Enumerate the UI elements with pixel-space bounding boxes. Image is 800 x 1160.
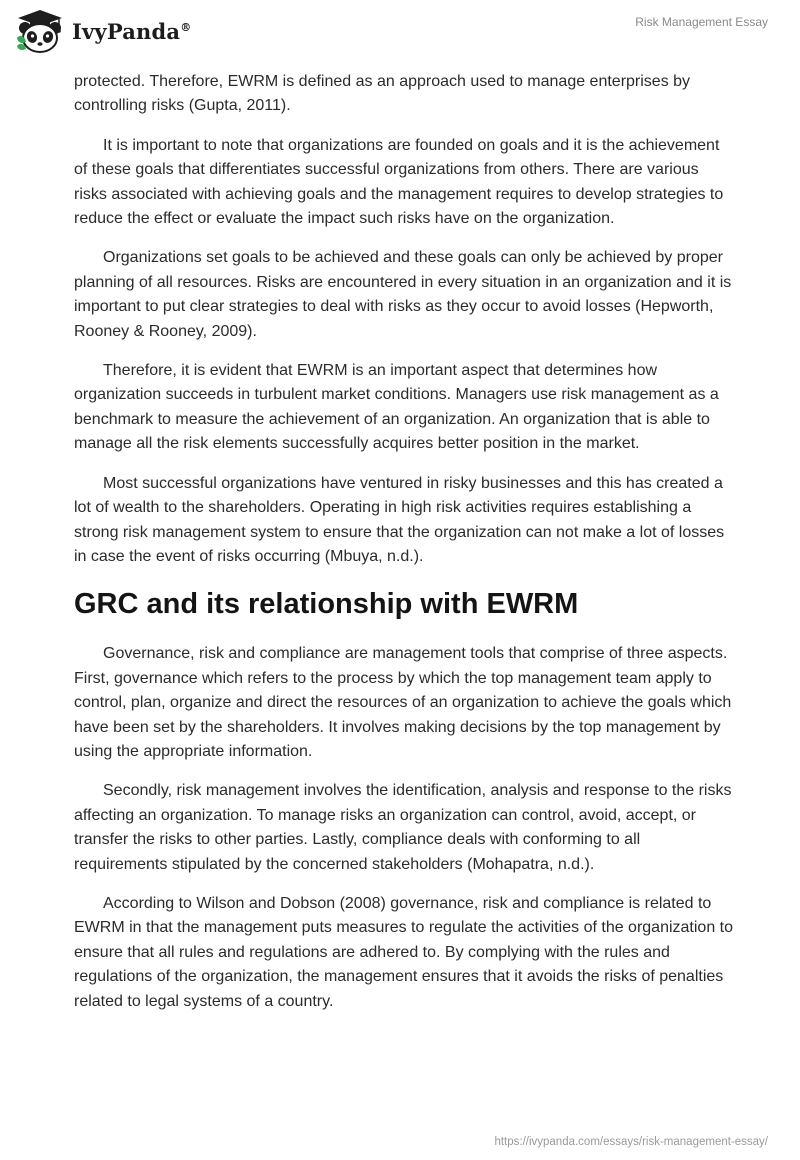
paragraph: It is important to note that organizations are founded on goals and it is the achievement of these goals that differentiates successful organizations from others. There are various risks associated with achieving goals and the management requires to develop strategies to reduce the effect or evaluate the impact such risks have on the organization.	[74, 136, 724, 228]
paragraph: Therefore, it is evident that EWRM is an important aspect that determines how organization succeeds in turbulent market conditions. Managers use risk management as a benchmark to measure the achievement of an organization. An organization that is able to manage all the risk elements successfully acquires better position in the market.	[74, 362, 719, 453]
section-heading: GRC and its relationship with EWRM	[74, 588, 579, 621]
paragraph: Organizations set goals to be achieved and these goals can only be achieved by proper planning of all resources. Risks are encountered in every situation in an organization and it is important to put clear strategies to deal with risks as they occur to avoid losses (Hepworth, Rooney & Rooney, 2009).	[74, 249, 732, 340]
source-url[interactable]: https://ivypanda.com/essays/risk-management-essay/	[494, 1136, 768, 1148]
brand-name: IvyPanda®	[72, 18, 192, 44]
essay-body	[74, 70, 734, 1029]
paragraph: protected. Therefore, EWRM is defined as an approach used to manage enterprises by controlling risks (Gupta, 2011).	[74, 73, 691, 115]
paragraph: Most successful organizations have ventured in risky businesses and this has created a lot of wealth to the shareholders. Operating in high risk activities requires establishing a strong risk management system to ensure that the organization can not make a lot of losses in case the event of risks occurring (Mbuya, n.d.).	[74, 474, 725, 565]
paragraph: According to Wilson and Dobson (2008) governance, risk and compliance is related to EWRM in that the management puts measures to regulate the activities of the organization to ensure that all rules and regulations are adhered to. By complying with the rules and regulations of the organization, the management ensures that it avoids the risks of penalties related to legal systems of a country.	[74, 894, 734, 1010]
page-header	[0, 0, 800, 60]
ivypanda-logo[interactable]	[14, 8, 191, 54]
document-title: Risk Management Essay	[635, 15, 768, 29]
panda-icon	[14, 8, 66, 54]
paragraph: Governance, risk and compliance are management tools that comprise of three aspects. First, governance which refers to the process by which the top management team apply to control, plan, organize and direct the resources of an organization to achieve the goals which have been set by the shareholders. It involves making decisions by the top management by using the appropriate information.	[74, 645, 732, 760]
paragraph: Secondly, risk management involves the identification, analysis and response to the risks affecting an organization. To manage risks an organization can control, avoid, accept, or transfer the risks to other parties. Lastly, compliance deals with conforming to all requirements stipulated by the concerned stakeholders (Mohapatra, n.d.).	[74, 782, 732, 873]
